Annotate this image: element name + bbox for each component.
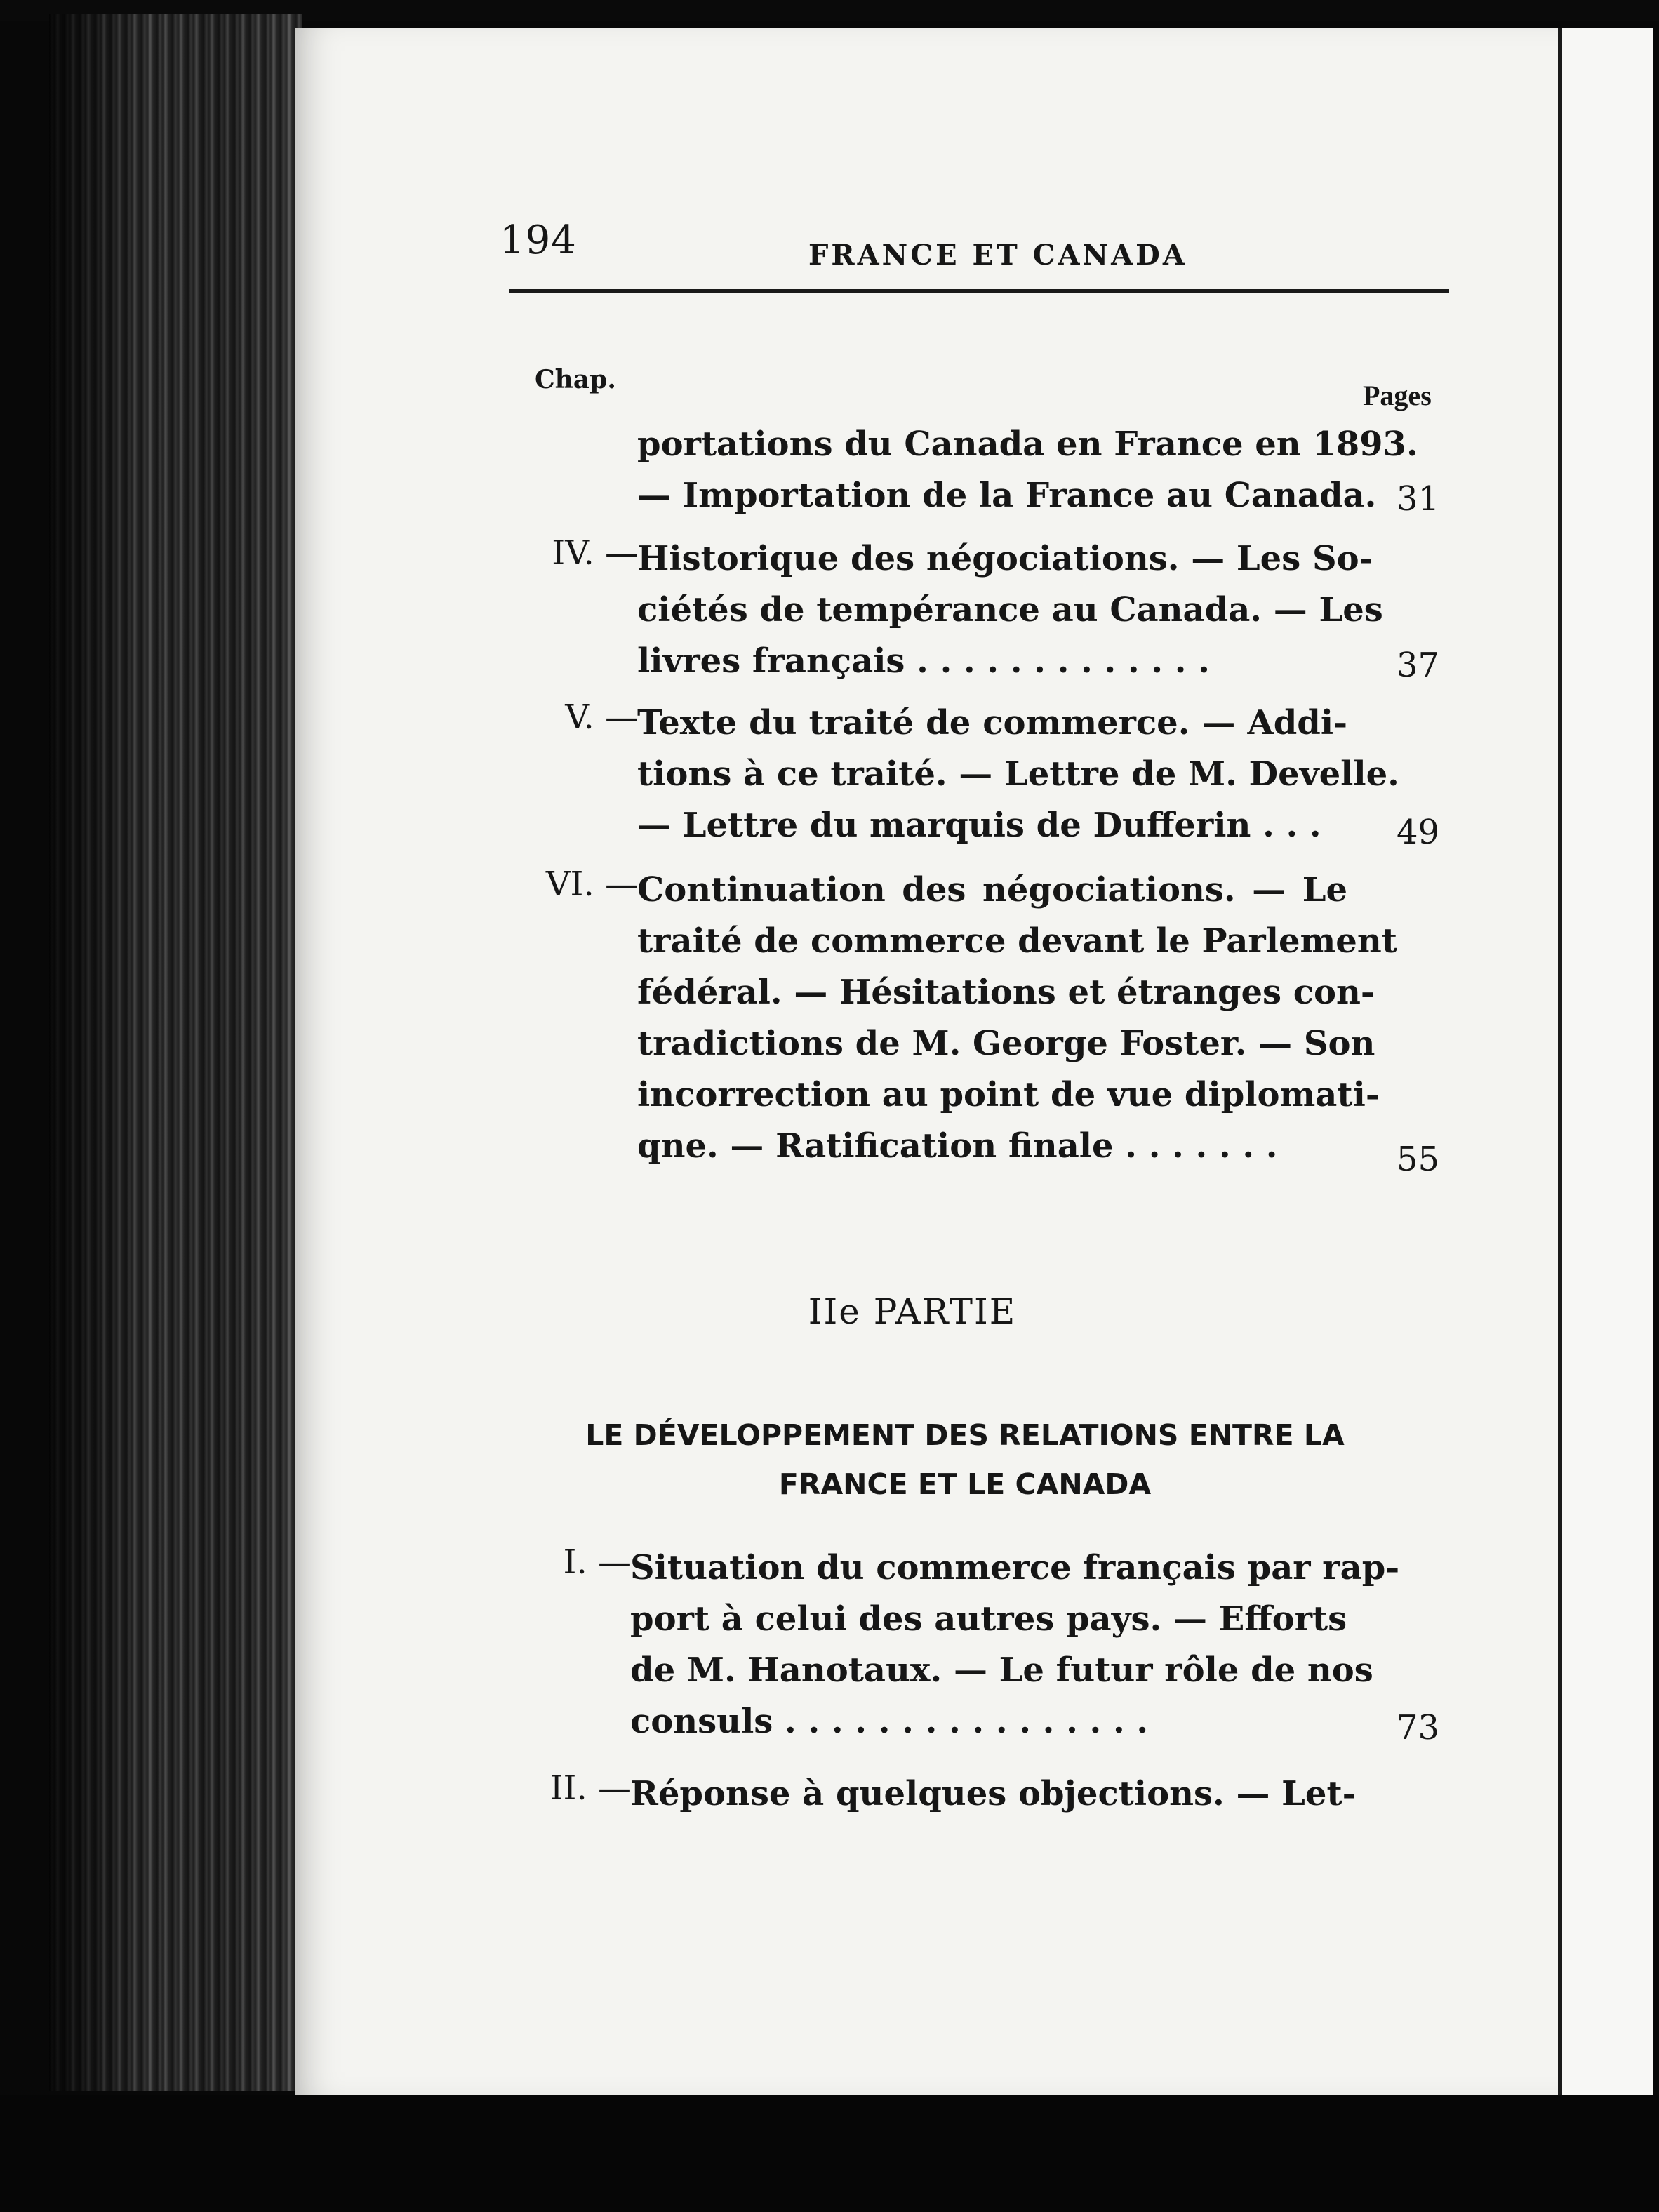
page-number: 194 — [500, 218, 577, 263]
chapter-number: VI. — — [545, 865, 639, 904]
chapter-number: IV. — — [552, 533, 639, 573]
part-title — [533, 1411, 1397, 1509]
scan-right-margin — [1562, 28, 1653, 2095]
part-title-line: FRANCE ET LE CANADA — [778, 1467, 1152, 1501]
entry-line: port à celui des autres pays. — Efforts — [630, 1599, 1347, 1639]
entry-line: livres français . . . . . . . . . . . . . — [637, 641, 1210, 681]
entry-line: consuls . . . . . . . . . . . . . . . . — [630, 1702, 1149, 1741]
page-reference: 31 — [1397, 479, 1440, 519]
entry-line: — Importation de la France au Canada. — [637, 476, 1377, 515]
entry-line: Continuation des négociations. — Le — [637, 870, 1347, 910]
entry-line: Situation du commerce français par rap- — [630, 1548, 1400, 1587]
entry-line: — Lettre du marquis de Dufferin . . . — [637, 806, 1321, 845]
part-title-line: LE DÉVELOPPEMENT DES RELATIONS ENTRE LA — [585, 1418, 1345, 1452]
chapter-number: I. — — [563, 1543, 632, 1582]
page-reference: 49 — [1397, 813, 1440, 852]
entry-text — [637, 698, 1399, 851]
entry-line: Historique des négociations. — Les So- — [637, 539, 1373, 578]
running-header — [500, 211, 1447, 274]
entry-text — [637, 865, 1397, 1172]
entry-line: de M. Hanotaux. — Le futur rôle de nos — [630, 1651, 1373, 1690]
chapter-column-label: Chap. — [535, 365, 616, 394]
entry-line: incorrection au point de vue diplomati- — [637, 1075, 1380, 1114]
entry-line: Réponse à quelques objections. — Let- — [630, 1774, 1357, 1813]
entry-line: ciétés de tempérance au Canada. — Les — [637, 590, 1383, 629]
entry-text — [637, 533, 1383, 687]
entry-text — [630, 1768, 1357, 1820]
entry-text — [630, 1543, 1400, 1747]
entry-line: fédéral. — Hésitations et étranges con- — [637, 973, 1375, 1012]
entry-line: portations du Canada en France en 1893. — [637, 425, 1418, 464]
page-reference: 37 — [1397, 646, 1440, 685]
running-title: FRANCE ET CANADA — [808, 239, 1187, 272]
chapter-number: V. — — [565, 698, 639, 737]
entry-line: tions à ce traité. — Lettre de M. Develle. — [637, 754, 1399, 794]
entry-line: traité de commerce devant le Parlement — [637, 921, 1397, 961]
entry-line: Texte du traité de commerce. — Addi- — [637, 703, 1347, 742]
scan-bottom-border — [0, 2095, 1659, 2212]
page-reference: 73 — [1397, 1708, 1440, 1747]
pages-column-label: Pages — [1363, 380, 1432, 411]
entry-line: qne. — Ratification finale . . . . . . . — [637, 1126, 1278, 1166]
entry-line: tradictions de M. George Foster. — Son — [637, 1024, 1375, 1063]
part-heading: IIe PARTIE — [808, 1291, 1017, 1332]
chapter-number: II. — — [549, 1768, 632, 1808]
book-page-edges-shadow — [49, 14, 302, 2091]
entry-text — [637, 419, 1418, 521]
page-reference: 55 — [1397, 1140, 1440, 1179]
header-rule — [509, 289, 1449, 293]
